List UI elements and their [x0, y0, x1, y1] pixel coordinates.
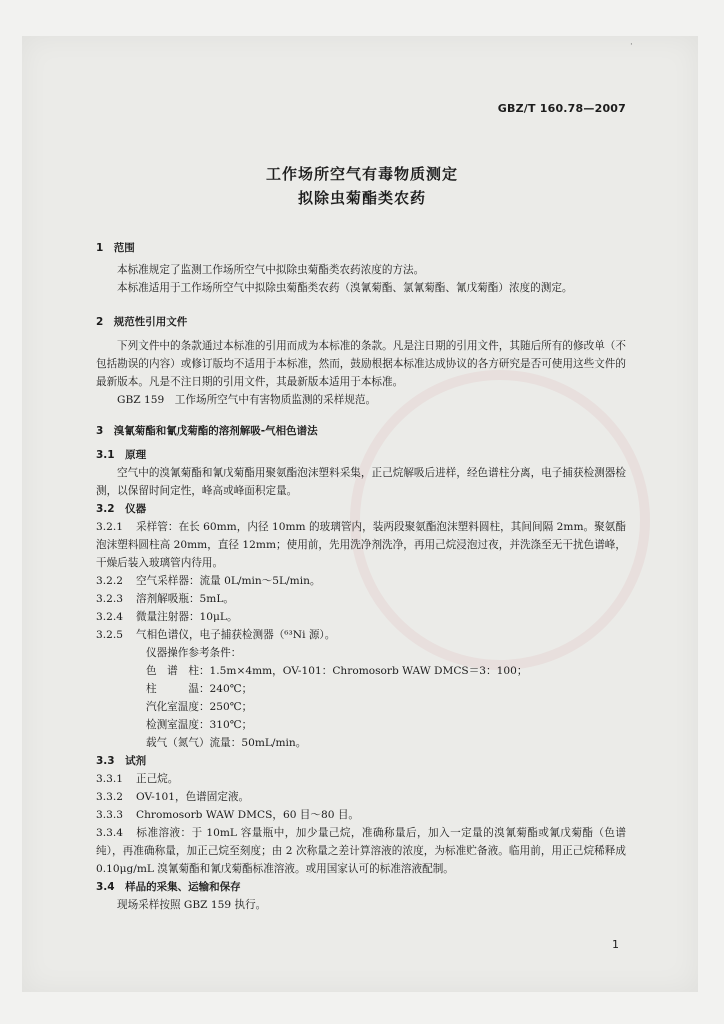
section-heading: 1 范围 [96, 242, 135, 254]
section-references [96, 313, 626, 409]
conditions-title: 仪器操作参考条件： [146, 647, 242, 659]
paragraph: 空气中的溴氰菊酯和氰戊菊酯用聚氨酯泡沫塑料采集，正己烷解吸后进样，经色谱柱分离，电子捕获检测器检测，以保留时间定性，峰高或峰面积定量。 [96, 467, 626, 497]
subsection-heading: 3.3 试剂 [96, 755, 147, 767]
clause-3-2-1: 3.2.1 采样管：在长 60mm，内径 10mm 的玻璃管内，装两段聚氨酯泡沫塑料圆柱，其间间隔 2mm。聚氨酯泡沫塑料圆柱高 20mm，直径 12mm；使用前，先用洗净剂洗净，再用己烷浸泡过夜，并洗涤至无干扰色谱峰，干燥后装入玻璃管内待用。 [96, 521, 626, 569]
condition-carrier-gas: 载气（氮气）流量：50mL/min。 [146, 737, 307, 749]
clause-3-2-5: 3.2.5 气相色谱仪，电子捕获检测器（⁶³Ni 源）。 [96, 629, 336, 641]
condition-column-temp: 柱 温：240℃； [146, 683, 253, 695]
subsection-heading: 3.1 原理 [96, 449, 147, 461]
page-number: 1 [612, 938, 619, 951]
corner-mark: · [630, 40, 633, 50]
paragraph: 本标准适用于工作场所空气中拟除虫菊酯类农药（溴氰菊酯、氯氰菊酯、氰戊菊酯）浓度的测定。 [117, 282, 573, 294]
paragraph: 现场采样按照 GBZ 159 执行。 [117, 899, 267, 911]
reference-item: GBZ 159 工作场所空气中有害物质监测的采样规范。 [117, 394, 377, 406]
section-scope [96, 239, 626, 297]
condition-column: 色 谱 柱：1.5m×4mm，OV-101：Chromosorb WAW DMCS＝3：100； [146, 665, 528, 677]
clause-3-2-2: 3.2.2 空气采样器：流量 0L/min～5L/min。 [96, 575, 321, 587]
title-line-2: 拟除虫菊酯类农药 [297, 189, 426, 207]
condition-vaporizer-temp: 汽化室温度：250℃； [146, 701, 253, 713]
subsection-heading: 3.4 样品的采集、运输和保存 [96, 881, 241, 893]
clause-3-2-3: 3.2.3 溶剂解吸瓶：5mL。 [96, 593, 234, 605]
title-line-1: 工作场所空气有毒物质测定 [265, 165, 458, 183]
section-heading: 3 溴氰菊酯和氰戊菊酯的溶剂解吸-气相色谱法 [96, 425, 318, 437]
document-code: GBZ/T 160.78—2007 [497, 102, 626, 115]
clause-3-3-2: 3.3.2 OV-101，色谱固定液。 [96, 791, 250, 803]
clause-3-2-4: 3.2.4 微量注射器：10μL。 [96, 611, 238, 623]
section-heading: 2 规范性引用文件 [96, 316, 188, 328]
paragraph: 本标准规定了监测工作场所空气中拟除虫菊酯类农药浓度的方法。 [117, 264, 425, 276]
paragraph: 下列文件中的条款通过本标准的引用而成为本标准的条款。凡是注日期的引用文件，其随后所有的修改单（不包括勘误的内容）或修订版均不适用于本标准，然而，鼓励根据本标准达成协议的各方研究是否可使用这些文件的最新版本。凡是不注日期的引用文件，其最新版本适用于本标准。 [96, 340, 626, 388]
subsection-heading: 3.2 仪器 [96, 503, 147, 515]
section-method [96, 422, 626, 914]
clause-3-3-3: 3.3.3 Chromosorb WAW DMCS，60 目～80 目。 [96, 809, 360, 821]
clause-3-3-4: 3.3.4 标准溶液：于 10mL 容量瓶中，加少量己烷，准确称量后，加入一定量的溴氰菊酯或氰戊菊酯（色谱纯），再准确称量，加正己烷至刻度；由 2 次称量之差计算溶液的浓度，为标准贮备液。临用前，用正己烷稀释成 0.10μg/mL 溴氰菊酯和氰戊菊酯标准溶液。或用国家认可的标准溶液配制。 [96, 827, 626, 875]
condition-detector-temp: 检测室温度：310℃； [146, 719, 253, 731]
clause-3-3-1: 3.3.1 正己烷。 [96, 773, 179, 785]
